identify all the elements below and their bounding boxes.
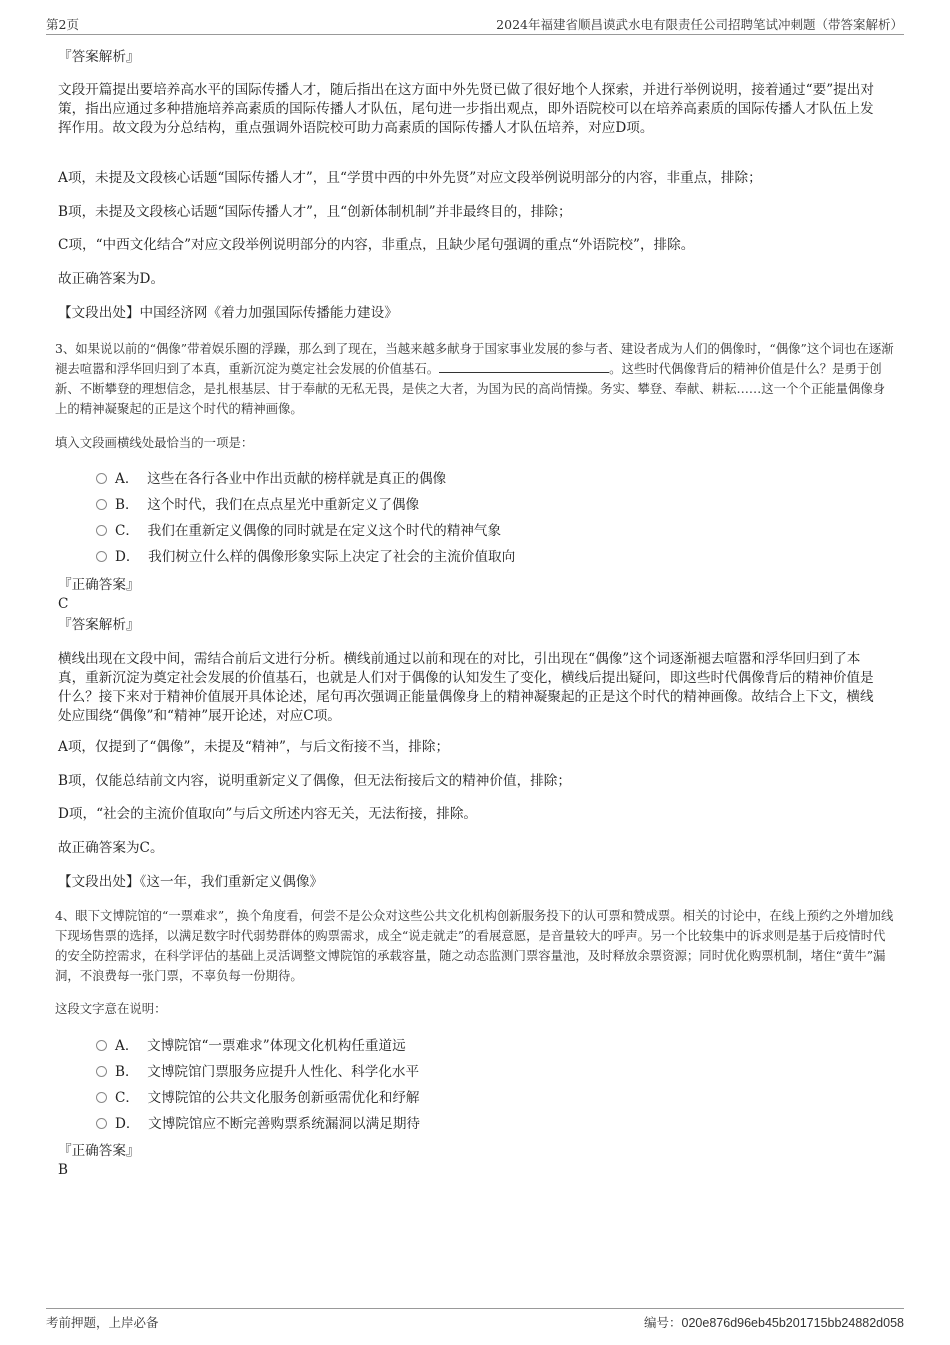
- passage-source: 【文段出处】《这一年，我们重新定义偶像》: [58, 874, 324, 890]
- question-3-stem-part2: 。这些时代偶像背后的精神价值是什么？是勇于创新、不断攀登的理想信念，是扎根基层、甘于奉献的无私无畏，是侠之大者，为国为民的高尚情操。务实、攀登、奉献、耕耘……这一个个正能量偶像身上的精神凝聚起的正是这个时代的精神画像。: [55, 361, 886, 416]
- analysis-text: 文段开篇提出要培养高水平的国际传播人才，随后指出在这方面中外先贤已做了很好地个人探索，并进行举例说明，接着通过“要”提出对策，指出应通过多种措施培养高素质的国际传播人才队伍，尾句进一步指出观点，即外语院校可以在培养高素质的国际传播人才队伍上发挥作用。故文段为分总结构，重点强调外语院校可助力高素质的国际传播人才队伍培养，对应D项。: [58, 82, 874, 136]
- question-4-option-a[interactable]: A． 文博院馆“一票难求”体现文化机构任重道远: [96, 1037, 406, 1056]
- question-4-stem: 4、眼下文博院馆的“一票难求”，换个角度看，何尝不是公众对这些公共文化机构创新服务投下的认可票和赞成票。相关的讨论中，在线上预约之外增加线下现场售票的选择，以满足数字时代弱势群体的购票需求，成全“说走就走”的看展意愿，是音量较大的呼声。另一个比较集中的诉求则是基于后疫情时代的安全防控需求，在科学评估的基础上灵活调整文博院馆的承载容量，随之动态监测门票容量池，及时释放余票资源；同时优化购票机制，堵住“黄牛”漏洞，不浪费每一张门票，不辜负每一份期待。: [55, 908, 894, 983]
- footer-code: [644, 1313, 904, 1331]
- footer-divider: [46, 1308, 904, 1309]
- analysis-conclusion: 故正确答案为C。: [58, 840, 164, 856]
- radio-icon[interactable]: [96, 473, 107, 484]
- question-4-option-c[interactable]: C． 文博院馆的公共文化服务创新亟需优化和纾解: [96, 1089, 420, 1108]
- analysis-item-c: C项，“中西文化结合”对应文段举例说明部分的内容，非重点，且缺少尾句强调的重点“外语院校”，排除。: [58, 237, 695, 253]
- radio-icon[interactable]: [96, 1118, 107, 1129]
- fill-blank-line: [439, 360, 609, 373]
- analysis-label: 『答案解析』: [58, 49, 140, 65]
- footer-code-value: 020e876d96eb45b201715bb24882d058: [681, 1316, 904, 1330]
- page-number: 第2页: [46, 17, 79, 32]
- correct-answer: C: [58, 596, 69, 612]
- analysis-item-b: B项，仅能总结前文内容，说明重新定义了偶像，但无法衔接后文的精神价值，排除；: [58, 773, 571, 789]
- question-4-option-b[interactable]: B． 文博院馆门票服务应提升人性化、科学化水平: [96, 1063, 419, 1082]
- question-3-stem-part1: 3、如果说以前的“偶像”带着娱乐圈的浮躁，那么到了现在，当越来越多献身于国家事业发展的参与者、建设者成为人们的偶像时，“偶像”这个词也在逐渐褪去喧嚣和浮华回归到了本真，重新沉淀为奠定社会发展的价值基石。: [55, 341, 894, 376]
- analysis-item-d: D项，“社会的主流价值取向”与后文所述内容无关，无法衔接，排除。: [58, 806, 478, 822]
- question-3-stem: [55, 339, 897, 419]
- question-4-prompt: 这段文字意在说明：: [55, 1001, 167, 1016]
- question-4-option-d[interactable]: D． 文博院馆应不断完善购票系统漏洞以满足期待: [96, 1115, 420, 1134]
- correct-answer: B: [58, 1162, 68, 1178]
- correct-answer-label: 『正确答案』: [58, 1143, 140, 1159]
- radio-icon[interactable]: [96, 551, 107, 562]
- analysis-item-a: A项，未提及文段核心话题“国际传播人才”，且“学贯中西的中外先贤”对应文段举例说明部分的内容，非重点，排除；: [58, 170, 762, 186]
- question-3-option-b[interactable]: B． 这个时代，我们在点点星光中重新定义了偶像: [96, 496, 419, 515]
- header-divider: [46, 34, 904, 35]
- radio-icon[interactable]: [96, 499, 107, 510]
- radio-icon[interactable]: [96, 1066, 107, 1077]
- radio-icon[interactable]: [96, 1092, 107, 1103]
- question-3-option-d[interactable]: D． 我们树立什么样的偶像形象实际上决定了社会的主流价值取向: [96, 548, 515, 567]
- analysis-item-a: A项，仅提到了“偶像”，未提及“精神”，与后文衔接不当，排除；: [58, 739, 450, 755]
- correct-answer-label: 『正确答案』: [58, 577, 140, 593]
- question-3-prompt: 填入文段画横线处最恰当的一项是：: [55, 435, 254, 450]
- analysis-item-b: B项，未提及文段核心话题“国际传播人才”，且“创新体制机制”并非最终目的，排除；: [58, 204, 572, 220]
- question-3-option-c[interactable]: C． 我们在重新定义偶像的同时就是在定义这个时代的精神气象: [96, 522, 501, 541]
- analysis-label: 『答案解析』: [58, 617, 140, 633]
- analysis-conclusion: 故正确答案为D。: [58, 271, 165, 287]
- analysis-text: 横线出现在文段中间，需结合前后文进行分析。横线前通过以前和现在的对比，引出现在“偶像”这个词逐渐褪去喧嚣和浮华回归到了本真，重新沉淀为奠定社会发展的价值基石，也就是人们对于偶像的认知发生了变化，横线后提出疑问，即这些时代偶像背后的精神价值是什么？接下来对于精神价值展开具体论述，尾句再次强调正能量偶像身上的精神凝聚起的正是这个时代的精神画像。故结合上下文，横线处应围绕“偶像”和“精神”展开论述，对应C项。: [58, 651, 874, 724]
- footer-code-label: 编号：: [644, 1315, 682, 1330]
- document-title: 2024年福建省顺昌谟武水电有限责任公司招聘笔试冲刺题（带答案解析）: [496, 17, 903, 32]
- passage-source: 【文段出处】中国经济网《着力加强国际传播能力建设》: [58, 305, 398, 321]
- footer-slogan: 考前押题，上岸必备: [46, 1315, 159, 1330]
- radio-icon[interactable]: [96, 1040, 107, 1051]
- radio-icon[interactable]: [96, 525, 107, 536]
- question-3-option-a[interactable]: A． 这些在各行各业中作出贡献的榜样就是真正的偶像: [96, 470, 446, 489]
